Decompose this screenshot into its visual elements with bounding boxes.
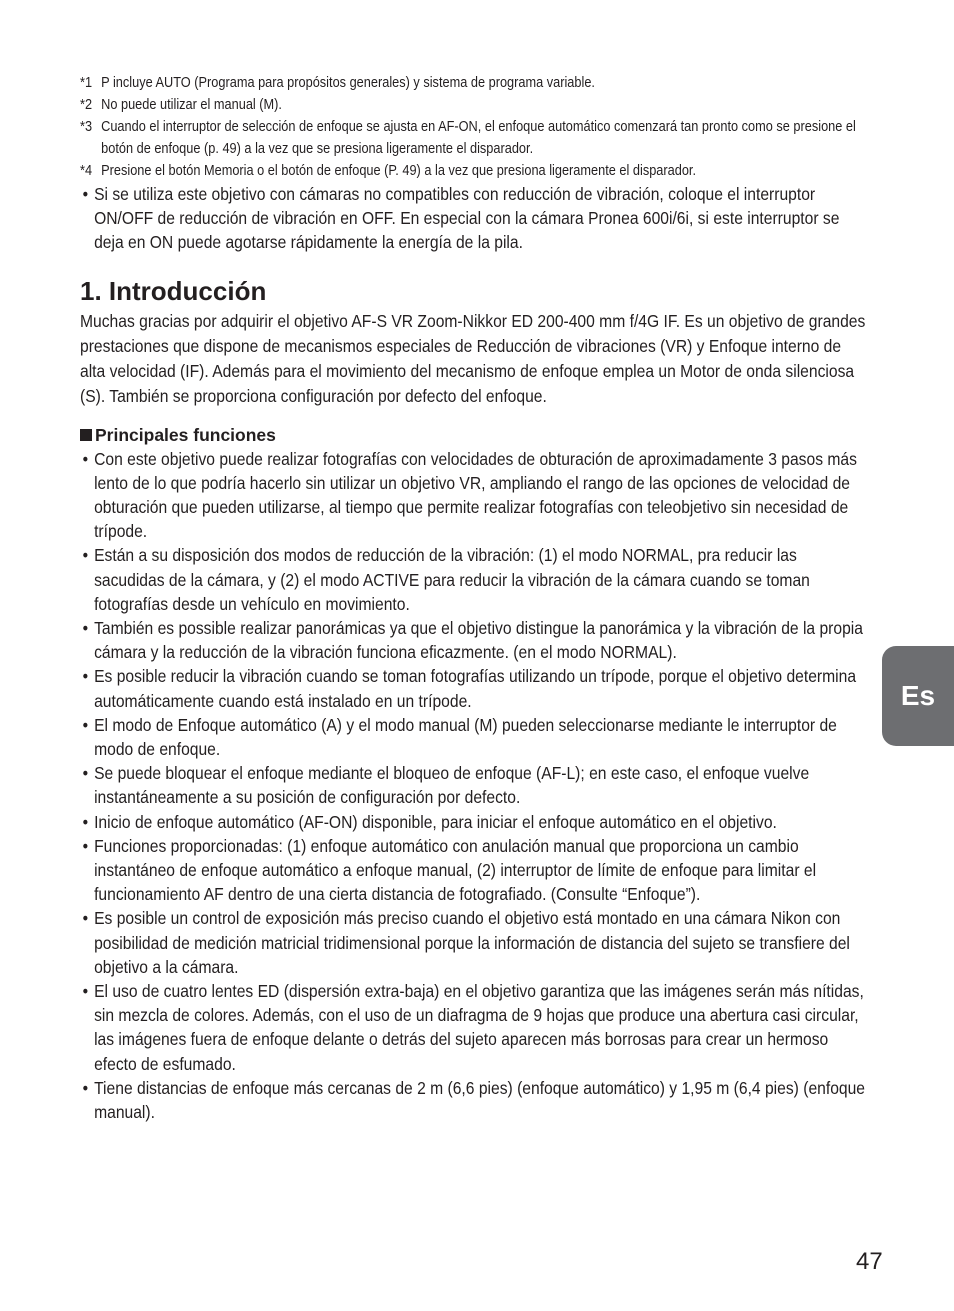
intro-paragraph: Muchas gracias por adquirir el objetivo AF-S VR Zoom-Nikkor ED 200-400 mm f/4G IF. Es un objetivo de grandes prestaciones que dispone de mecanismos especiales de Reducción de vibraciones (VR) y Enfoque interno de alta velocidad (IF). Además para el movimiento del mecanismo de enfoque emplea un Motor de onda silenciosa (S). También se proporciona configuración por defecto del enfoque. xyxy=(80,310,866,406)
section-title: 1. Introducción xyxy=(80,275,267,306)
compatibility-note xyxy=(80,182,870,255)
list-item-text: Tiene distancias de enfoque más cercanas de 2 m (6,6 pies) (enfoque automático) y 1,95 m (6,4 pies) (enfoque manual). xyxy=(94,1077,866,1123)
list-item xyxy=(80,543,870,616)
list-item xyxy=(80,810,870,834)
list-item xyxy=(80,713,870,761)
list-item xyxy=(80,834,870,907)
footnote-number: *1 xyxy=(80,75,93,91)
footnote-text: P incluye AUTO (Programa para propósitos generales) y sistema de programa variable. xyxy=(101,75,595,91)
bullet-icon: • xyxy=(82,763,89,784)
footnotes xyxy=(80,72,870,182)
list-item xyxy=(80,447,870,544)
bullet-icon: • xyxy=(82,1077,89,1098)
bullet-icon: • xyxy=(82,448,89,469)
note-text: Si se utiliza este objetivo con cámaras no compatibles con reducción de vibración, coloque el interruptor ON/OFF de reducción de vibración en OFF. En especial con la cámara Pronea 600i/6i, si este interruptor se deja en ON puede agotarse rápidamente la energía de la pila. xyxy=(94,184,840,253)
page-content xyxy=(80,72,870,1124)
list-item xyxy=(80,664,870,712)
list-item-text: Se puede bloquear el enfoque mediante el bloqueo de enfoque (AF-L); en este caso, el enfoque vuelve instantáneamente a su posición de configuración por defecto. xyxy=(94,763,810,808)
list-item xyxy=(80,761,870,809)
square-bullet-icon xyxy=(80,429,92,441)
bullet-icon: • xyxy=(82,184,89,204)
list-item-text: El uso de cuatro lentes ED (dispersión extra-baja) en el objetivo garantiza que las imágenes serán más nítidas, sin mezcla de colores. Además, con el uso de un diafragma de 9 hojas que produce una abertura casi circular, las imágenes fuera de enfoque delante o detrás del sujeto aparecen más borrosas para crear un hermoso efecto de esfumado. xyxy=(94,981,864,1074)
footnote-number: *4 xyxy=(80,163,93,179)
footnote-number: *3 xyxy=(80,119,93,135)
footnote xyxy=(80,160,870,182)
footnote xyxy=(80,116,870,160)
list-item-text: Con este objetivo puede realizar fotografías con velocidades de obturación de aproximadamente 3 pasos más lento de lo que podría hacerlo sin utilizar un objetivo VR, ampliando el rango de las opciones de velocidad de obturación que pueden utilizarse, al tiempo que permite realizar fotografías con teleobjetivo sin necesidad de trípode. xyxy=(94,448,857,542)
footnote xyxy=(80,94,870,116)
list-item-text: También es possible realizar panorámicas ya que el objetivo distingue la panorámica y la vibración de la propia cámara y la reducción de la vibración funciona eficazmente. (en el modo NORMAL). xyxy=(94,618,863,663)
list-item-text: Están a su disposición dos modos de reducción de la vibración: (1) el modo NORMAL, pra reducir las sacudidas de la cámara, y (2) el modo ACTIVE para reducir la vibración de la cámara cuando se toman fotografías desde un vehículo en movimiento. xyxy=(94,545,810,614)
list-item xyxy=(80,979,870,1076)
bullet-icon: • xyxy=(82,835,89,856)
bullet-icon: • xyxy=(82,811,89,832)
list-item-text: Inicio de enfoque automático (AF-ON) disponible, para iniciar el enfoque automático en el objetivo. xyxy=(94,811,777,832)
footnote-number: *2 xyxy=(80,97,93,113)
page-number: 47 xyxy=(856,1248,883,1275)
list-item xyxy=(80,906,870,979)
list-item xyxy=(80,1076,870,1124)
list-item-text: Es posible reducir la vibración cuando se toman fotografías utilizando un trípode, porque el objetivo determina automáticamente cuando está instalado en un trípode. xyxy=(94,666,857,711)
bullet-icon: • xyxy=(82,666,89,687)
bullet-icon: • xyxy=(82,545,89,566)
feature-list xyxy=(80,447,870,1125)
footnote-text: Cuando el interruptor de selección de enfoque se ajusta en AF-ON, el enfoque automático comenzará tan pronto como se presione el botón de enfoque (p. 49) a la vez que se presiona ligeramente el disparador. xyxy=(101,119,856,157)
subsection-title xyxy=(80,423,870,447)
list-item-text: Es posible un control de exposición más preciso cuando el objetivo está montado en una cámara Nikon con posibilidad de medición matricial tridimensional porque la información de distancia del sujeto se transfiere del objetivo a la cámara. xyxy=(94,908,850,977)
bullet-icon: • xyxy=(82,618,89,639)
list-item xyxy=(80,616,870,664)
subsection-title-text: Principales funciones xyxy=(95,424,276,445)
footnote xyxy=(80,72,870,94)
bullet-icon: • xyxy=(82,714,89,735)
language-tab: Es xyxy=(882,646,954,746)
list-item-text: Funciones proporcionadas: (1) enfoque automático con anulación manual que proporciona un cambio instantáneo de enfoque automático a enfoque manual, (2) interruptor de límite de enfoque para limitar el funcionamiento AF dentro de una cierta distancia de fotografiado. (Consulte “Enfoque”). xyxy=(94,835,817,905)
bullet-icon: • xyxy=(82,981,89,1002)
footnote-text: Presione el botón Memoria o el botón de enfoque (P. 49) a la vez que presiona ligeramente el disparador. xyxy=(101,163,697,179)
footnote-text: No puede utilizar el manual (M). xyxy=(101,97,282,113)
bullet-icon: • xyxy=(82,908,89,929)
list-item-text: El modo de Enfoque automático (A) y el modo manual (M) pueden seleccionarse mediante le interruptor de modo de enfoque. xyxy=(94,714,837,760)
